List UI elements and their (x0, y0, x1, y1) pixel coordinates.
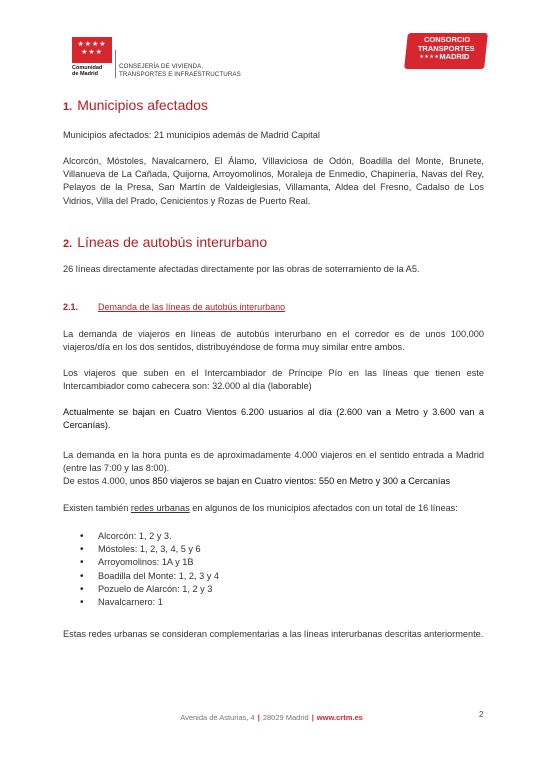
demand-paragraph-1: La demanda de viajeros en líneas de autobús interurbano en el corredor es de unos 100.000 viajeros/día en los dos sentidos, distribuyéndose de forma muy similar entre ambos. (63, 329, 484, 353)
footer-postal: 28029 Madrid (262, 713, 309, 722)
footer-address: Avenida de Asturias, 4 (180, 713, 255, 722)
consorcio-transportes-logo (404, 33, 488, 69)
demand-paragraph-4b-part1: De estos 4.000, (63, 476, 130, 487)
ctm-logo-line2: TRANSPORTES (417, 43, 475, 53)
section-2-number: 2. (63, 238, 73, 250)
section-1-number: 1. (63, 101, 73, 113)
consejeria-line1: CONSEJERÍA DE VIVIENDA, (119, 63, 204, 70)
section-2-heading (63, 234, 267, 250)
urban-networks-text-1: Existen también (63, 503, 131, 513)
list-item: • Alcorcón: 1, 2 y 3. (80, 530, 380, 543)
section-2-1-number: 2.1. (63, 302, 79, 312)
section-2-intro: 26 líneas directamente afectadas directamente por las obras de soterramiento de la A5. (63, 264, 420, 274)
demand-paragraph-3: Actualmente se bajan en Cuatro Vientos 6.200 usuarios al día (2.600 van a Metro y 3.600 van a Cercanías). (63, 407, 484, 431)
list-item: • Arroyomolinos: 1A y 1B (80, 556, 380, 569)
ctm-stars-icon: ★★★★ (419, 54, 440, 60)
header-divider (115, 50, 116, 78)
list-item: • Móstoles: 1, 2, 3, 4, 5 y 6 (80, 543, 380, 556)
ctm-logo-line3: MADRID (439, 52, 470, 61)
footer-website-link[interactable]: www.crtm.es (316, 713, 363, 722)
page-footer (0, 713, 543, 722)
cm-logo-line2: de Madrid (72, 71, 98, 77)
demand-paragraph-4 (63, 449, 484, 489)
section-2-1-heading (63, 302, 285, 312)
section-1-title: Municipios afectados (77, 97, 208, 113)
page-number: 2 (479, 710, 484, 719)
footer-separator: | (311, 713, 314, 722)
consejeria-line2: TRANSPORTES E INFRAESTRUCTURAS (119, 70, 241, 78)
section-1-municipios-list: Alcorcón, Móstoles, Navalcarnero, El Álamo, Villaviciosa de Odón, Boadilla del Monte, Brunete, Villanueva de La Cañada, Quijorna, Arroyomolinos, Moraleja de Enmedio, Chapinería, Navas del Rey, Pelayos de la Presa, San Martín de Valdeiglesias, Villamanta, Aldea del Fresno, Cadalso de Los Vidrios, Villa del Prado, Cenicientos y Rozas de Puerto Real. (63, 156, 484, 206)
stars-icon: ★★★★ ★★★ (77, 41, 107, 56)
cm-logo-text (72, 65, 114, 77)
urban-networks-conclusion: Estas redes urbanas se consideran complementarias a las líneas interurbanas descritas anteriormente. (63, 629, 484, 639)
consejeria-title (119, 63, 241, 78)
urban-networks-link[interactable]: redes urbanas (130, 503, 190, 513)
list-item: • Navalcarnero: 1 (80, 596, 380, 609)
section-2-1-title: Demanda de las líneas de autobús interurbano (98, 302, 286, 312)
demand-paragraph-2: Los viajeros que suben en el Intercambiador de Príncipe Pío en las líneas que tienen este Intercambiador como cabecera son: 32.000 al día (laborable) (63, 368, 484, 392)
list-item: • Pozuelo de Alarcón: 1, 2 y 3 (80, 583, 380, 596)
demand-paragraph-4b-part2: unos 850 viajeros se bajan en Cuatro vientos: 550 en Metro y 300 a Cercanías (129, 476, 451, 487)
flag-icon (72, 37, 112, 63)
section-2-title: Líneas de autobús interurbano (77, 234, 268, 250)
list-item: • Boadilla del Monte: 1, 2, 3 y 4 (80, 570, 380, 583)
urban-lines-list (80, 530, 380, 609)
demand-paragraph-4a: La demanda en la hora punta es de aproximadamente 4.000 viajeros en el sentido entrada a Madrid (entre las 7:00 y las 8:00). (63, 450, 484, 474)
section-1-intro: Municipios afectados: 21 municipios además de Madrid Capital (63, 130, 320, 140)
cm-logo-line1: Comunidad (72, 65, 103, 71)
footer-separator: | (257, 713, 260, 722)
urban-networks-text-2: en algunos de los municipios afectados con un total de 16 líneas: (189, 503, 458, 513)
section-1-heading (63, 97, 208, 113)
ctm-logo-line1: CONSORCIO (423, 35, 471, 44)
comunidad-madrid-logo (72, 37, 114, 77)
urban-networks-paragraph (63, 502, 484, 515)
